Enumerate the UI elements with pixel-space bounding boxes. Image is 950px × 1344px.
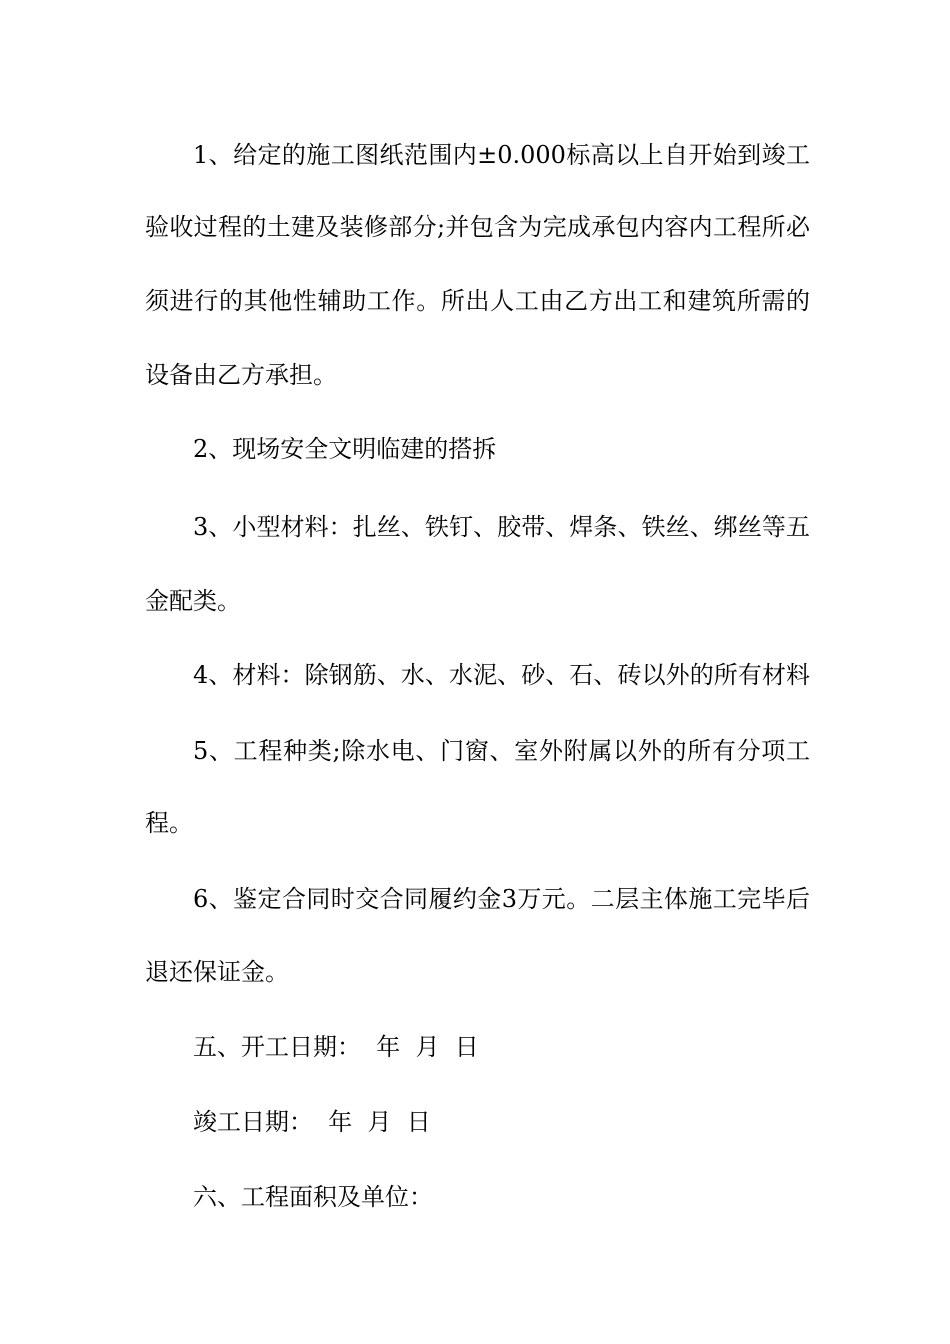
paragraph-1-line-3: 须进行的其他性辅助工作。所出人工由乙方出工和建筑所需的 xyxy=(145,287,810,315)
paragraph-4: 4、材料：除钢筋、水、水泥、砂、石、砖以外的所有材料 xyxy=(193,661,810,689)
paragraph-5-line-1: 5、工程种类;除水电、门窗、室外附属以外的所有分项工 xyxy=(193,737,810,765)
paragraph-6-line-2: 退还保证金。 xyxy=(145,958,289,986)
paragraph-3-line-1: 3、小型材料：扎丝、铁钉、胶带、焊条、铁丝、绑丝等五 xyxy=(193,513,810,541)
paragraph-6-line-1: 6、鉴定合同时交合同履约金3万元。二层主体施工完毕后 xyxy=(193,885,810,913)
paragraph-1-line-2: 验收过程的土建及装修部分;并包含为完成承包内容内工程所必 xyxy=(145,213,810,241)
paragraph-1-line-4: 设备由乙方承担。 xyxy=(145,361,337,389)
paragraph-5-line-2: 程。 xyxy=(145,809,193,837)
paragraph-1-line-1: 1、给定的施工图纸范围内±0.000标高以上自开始到竣工 xyxy=(193,141,810,169)
section-six-heading: 六、工程面积及单位： xyxy=(193,1183,433,1211)
paragraph-3-line-2: 金配类。 xyxy=(145,587,241,615)
completion-date-line: 竣工日期： 年 月 日 xyxy=(193,1108,431,1136)
start-date-line: 五、开工日期： 年 月 日 xyxy=(193,1033,479,1061)
paragraph-2: 2、现场安全文明临建的搭拆 xyxy=(193,435,497,463)
